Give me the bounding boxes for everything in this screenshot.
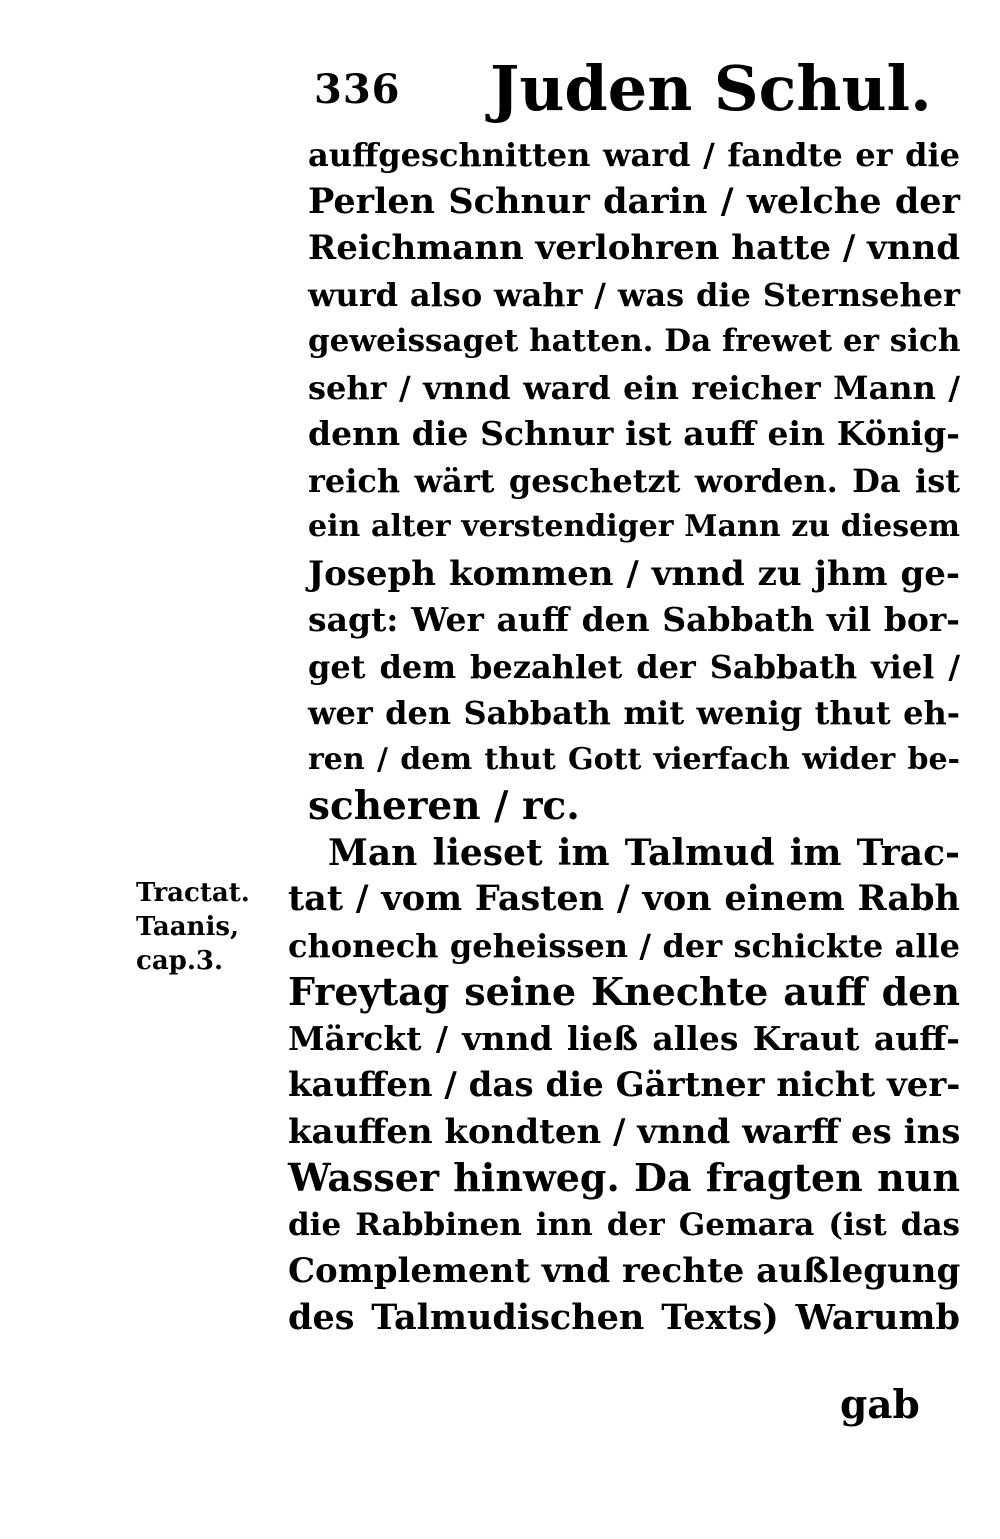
text-line: Perlen Schnur darin / welche der [308,180,960,222]
paragraph-start-line: Man lieset im Talmud im Trac- [328,831,960,874]
page-number: 336 [314,66,401,113]
body-text [288,132,960,1341]
text-line: tat / vom Fasten / von einem Rabh [288,878,960,919]
text-line: kauffen kondten / vnnd warff es ins [288,1111,961,1152]
text-line: Märckt / vnnd ließ alles Kraut auff- [288,1018,960,1058]
text-line: Freytag seine Knechte auff den [288,969,960,1014]
text-line: reich wärt geschetzt worden. Da ist [308,461,960,500]
page-header [300,52,960,132]
text-line: sehr / vnnd ward ein reicher Mann / [308,368,960,407]
text-line: ren / dem thut Gott vierfach wider be- [308,741,960,777]
text-line: ein alter verstendiger Mann zu diesem [308,509,960,544]
text-line: kauffen / das die Gärtner nicht ver- [288,1065,961,1105]
text-line: Wasser hinweg. Da fragten nun [288,1155,960,1200]
catchword: gab [840,1382,920,1428]
text-line: Complement vnd rechte außlegung [288,1251,961,1291]
text-line: des Talmudischen Texts) Warumb [288,1296,960,1338]
text-line: Joseph kommen / vnnd zu jhm ge- [308,553,960,594]
margin-note [136,876,266,978]
running-title: Juden Schul. [490,52,932,125]
margin-note-line: Tractat. [136,878,250,908]
text-line: get dem bezahlet der Sabbath viel / [308,647,960,686]
text-line: denn die Schnur ist auff ein König- [308,414,960,453]
text-line: auffgeschnitten ward / fandte er die [308,136,960,174]
text-line: Reichmann verlohren hatte / vnnd [308,228,961,268]
text-line: die Rabbinen inn der Gemara (ist das [288,1206,960,1243]
text-line: wer den Sabbath mit wenig thut eh- [308,694,960,732]
text-line: scheren / rc. [308,783,580,829]
margin-note-line: Taanis, [136,912,240,942]
text-line: geweissaget hatten. Da frewet er sich [308,323,961,359]
text-line: sagt: Wer auff den Sabbath vil bor- [308,600,960,639]
margin-note-line: cap.3. [136,946,224,976]
text-line: wurd also wahr / was die Sternseher [308,275,960,314]
text-line: chonech geheissen / der schickte alle [288,926,960,965]
